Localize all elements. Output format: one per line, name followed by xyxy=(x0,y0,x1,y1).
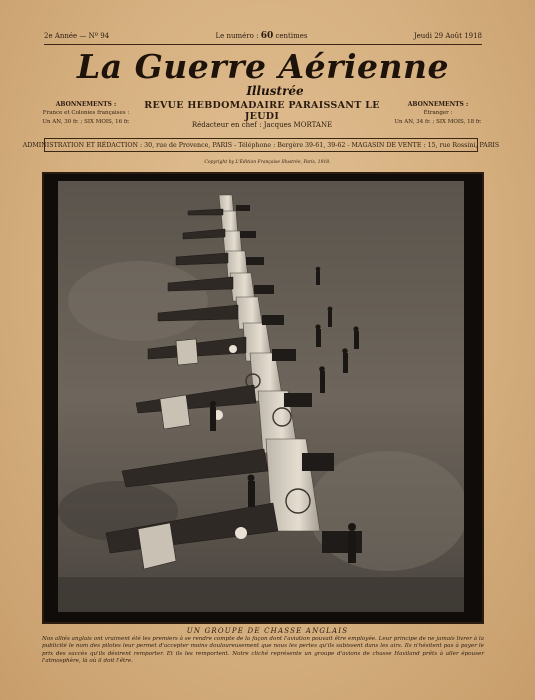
subscriptions-heading: ABONNEMENTS : xyxy=(55,101,117,108)
issue-number: 2e Année — Nº 94 xyxy=(44,32,110,40)
price-prefix: Le numéro : xyxy=(215,32,259,40)
editor-line xyxy=(132,121,392,129)
subscriptions-rates: Un AN, 34 fr. ; SIX MOIS, 18 fr. xyxy=(394,119,482,125)
subscriptions-france xyxy=(40,100,132,127)
editor-label: Rédacteur en chef : xyxy=(191,121,262,129)
subscriptions-heading: ABONNEMENTS : xyxy=(407,101,469,108)
price-amount: 60 xyxy=(260,31,274,41)
tagline: REVUE HEBDOMADAIRE PARAISSANT LE JEUDI xyxy=(144,100,380,122)
subscriptions-region: Étranger : xyxy=(423,110,453,116)
issue-date: Jeudi 29 Août 1918 xyxy=(413,32,482,40)
price-unit: centimes xyxy=(275,32,308,40)
price xyxy=(216,31,308,41)
copyright-notice: Copyright by L'Édition Française Illustrée, Paris, 1918. xyxy=(204,160,331,165)
administration-bar: ADMINISTRATION ET RÉDACTION : 30, rue de Provence, PARIS - Téléphone : Bergère 39-61, 39-62 - MAGASIN DE VENTE : 15, rue Rossini, PARIS xyxy=(44,138,478,152)
photo-caption: UN GROUPE DE CHASSE ANGLAIS xyxy=(186,627,349,635)
aircraft-photo xyxy=(58,181,464,612)
masthead-subtitle: Illustrée xyxy=(246,84,304,98)
article-body: Nos alliés anglais ont vraiment été les premiers à se rendre compte de la façon dont l'aviation pouvait être employée. Leur principe de ne jamais livrer à la publicité le nom des pilotes leur permet d'accepter moins douloureusement que nous les pertes qu'ils subissent dans les airs. Ils n'hésitent pas à payer le prix des succès qu'ils désirent remporter. Et ils les remportent. Notre cliché représente un groupe d'avions de chasse Haviland prêts à aller épouser l'atmosphère, là où il doit l'être. xyxy=(42,636,484,665)
masthead-title: La Guerre Aérienne xyxy=(77,47,449,86)
subscriptions-region: France et Colonies françaises : xyxy=(42,110,130,116)
editor-name: Jacques MORTANE xyxy=(263,121,333,129)
subscriptions-rates: Un AN, 30 fr. ; SIX MOIS, 16 fr. xyxy=(42,119,130,125)
subscriptions-foreign xyxy=(392,100,484,127)
biplanes-lineup-illustration xyxy=(58,181,464,612)
issue-line xyxy=(44,30,482,45)
